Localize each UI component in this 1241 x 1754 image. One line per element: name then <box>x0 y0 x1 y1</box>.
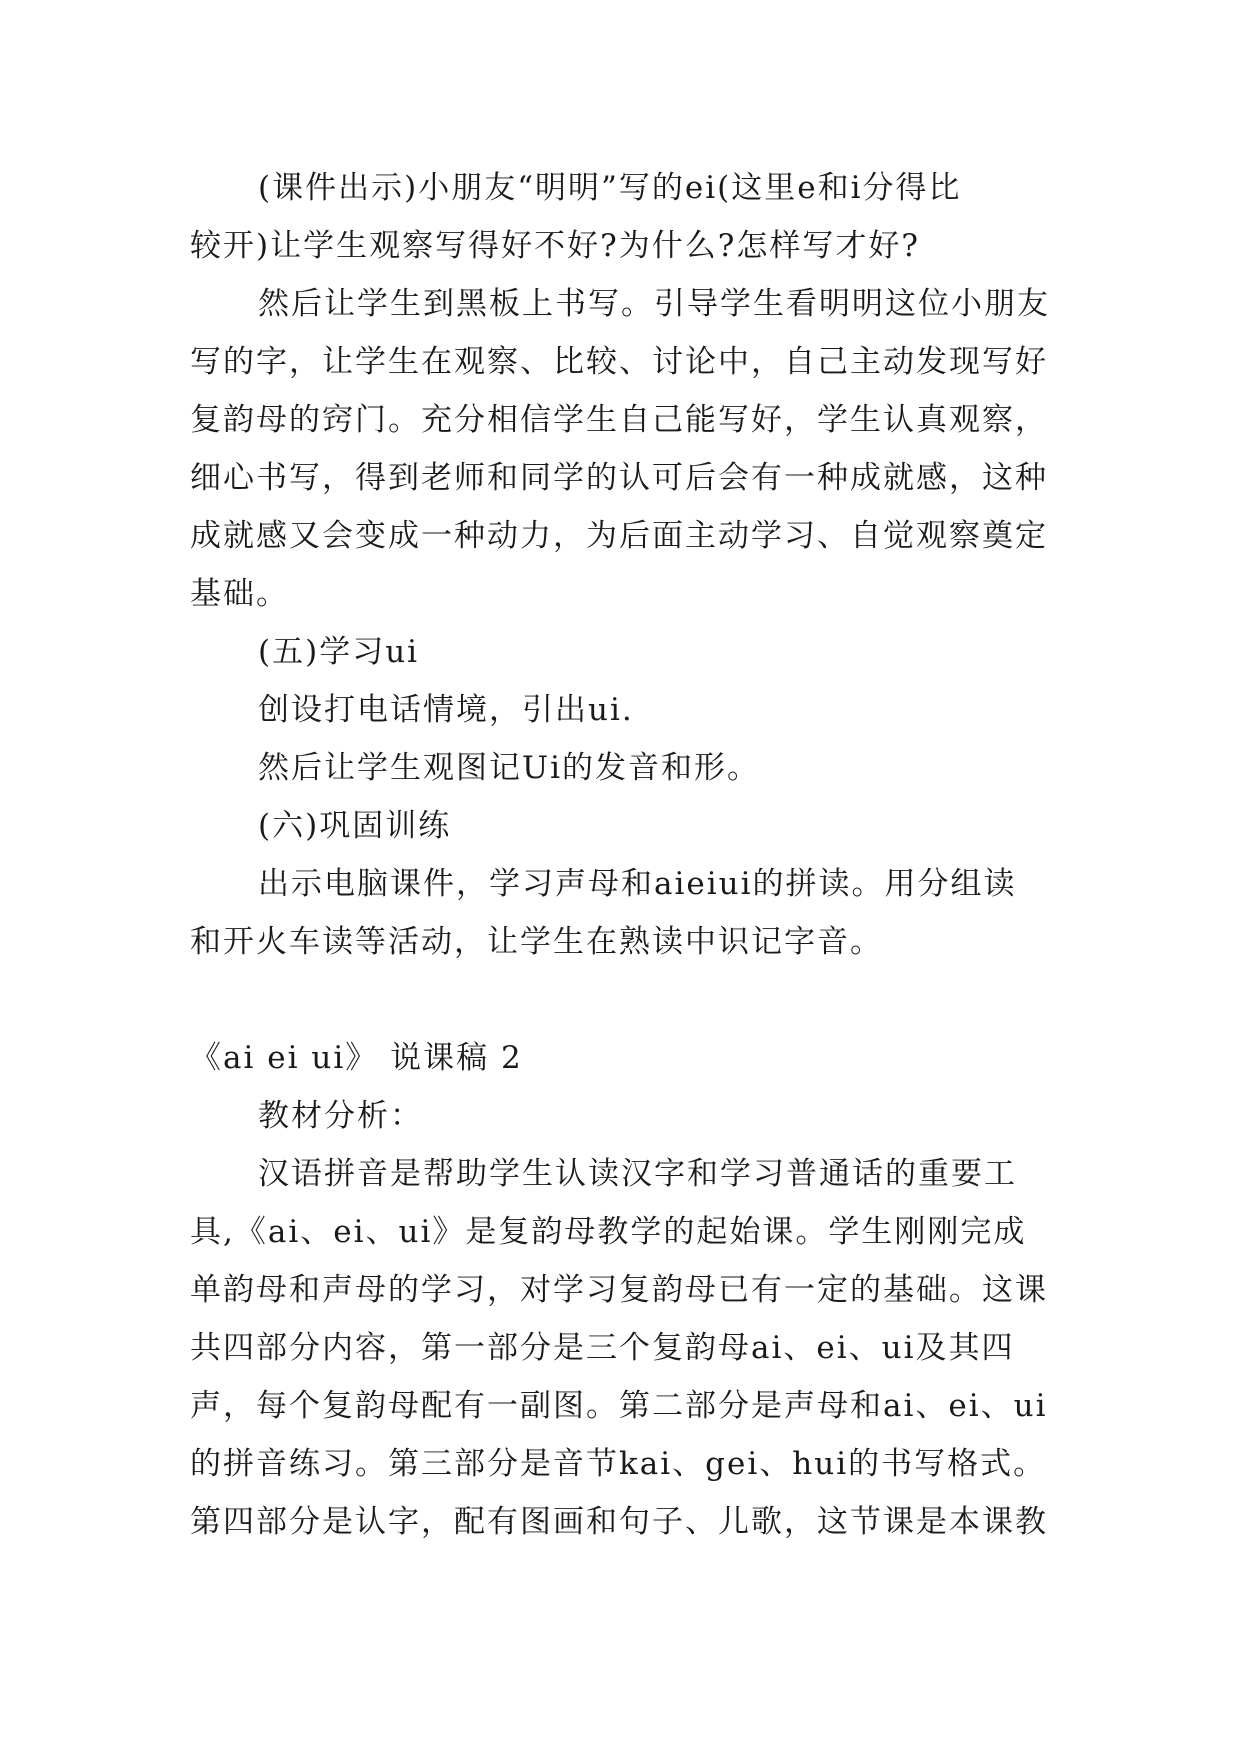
text-line: 出示电脑课件，学习声母和aieiui的拼读。用分组读 <box>258 866 1017 902</box>
text-line: 和开火车读等活动，让学生在熟读中识记字音。 <box>190 924 883 960</box>
text-line: 共四部分内容，第一部分是三个复韵母ai、ei、ui及其四 <box>190 1330 1015 1366</box>
text-line: 单韵母和声母的学习，对学习复韵母已有一定的基础。这课 <box>190 1272 1048 1308</box>
text-line: (课件出示)小朋友“明明”写的ei(这里e和i分得比 <box>258 170 962 206</box>
text-line: 基础。 <box>190 576 289 612</box>
text-line: 复韵母的窍门。充分相信学生自己能写好，学生认真观察， <box>190 402 1048 438</box>
section-heading: (五)学习ui <box>258 634 420 670</box>
text-line: 创设打电话情境，引出ui. <box>258 692 634 728</box>
text-line: 汉语拼音是帮助学生认读汉字和学习普通话的重要工 <box>258 1156 1017 1192</box>
text-line: 较开)让学生观察写得好不好?为什么?怎样写才好? <box>190 228 920 264</box>
text-line: 具,《ai、ei、ui》是复韵母教学的起始课。学生刚刚完成 <box>190 1214 1027 1250</box>
text-line: 成就感又会变成一种动力，为后面主动学习、自觉观察奠定 <box>190 518 1048 554</box>
text-line: 然后让学生观图记Ui的发音和形。 <box>258 750 761 786</box>
text-line: 声，每个复韵母配有一副图。第二部分是声母和ai、ei、ui <box>190 1388 1048 1424</box>
document-title: 《ai ei ui》 说课稿 2 <box>190 1040 523 1076</box>
text-line: 第四部分是认字，配有图画和句子、儿歌，这节课是本课教 <box>190 1504 1048 1540</box>
text-line: 然后让学生到黑板上书写。引导学生看明明这位小朋友 <box>258 286 1050 322</box>
text-line: 的拼音练习。第三部分是音节kai、gei、hui的书写格式。 <box>190 1446 1047 1482</box>
text-line: 细心书写，得到老师和同学的认可后会有一种成就感，这种 <box>190 460 1048 496</box>
section-heading: 教材分析： <box>258 1098 423 1134</box>
section-heading: (六)巩固训练 <box>258 808 452 844</box>
text-line: 写的字，让学生在观察、比较、讨论中，自己主动发现写好 <box>190 344 1048 380</box>
